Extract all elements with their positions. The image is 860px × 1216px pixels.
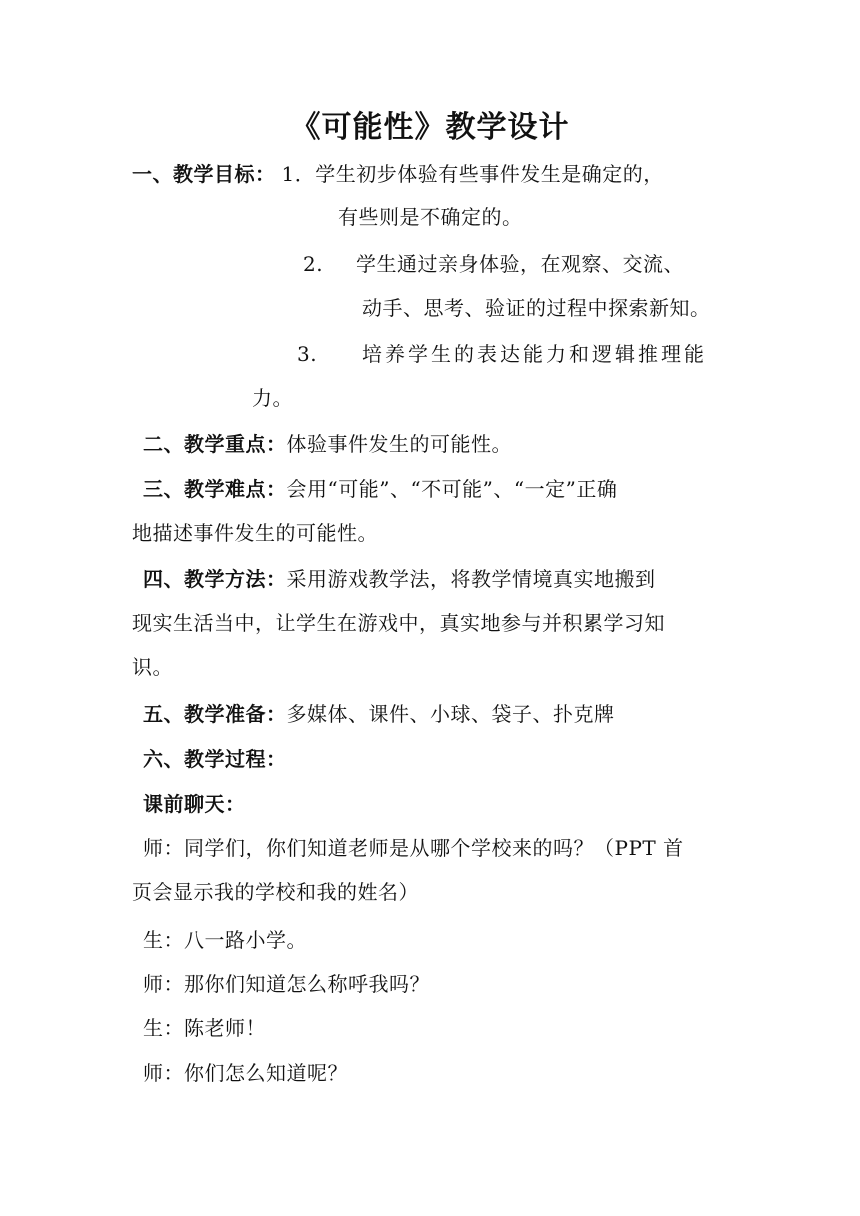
methods-text-1: 采用游戏教学法，将教学情境真实地搬到 — [286, 567, 656, 591]
objective-3-line-2: 力。 — [252, 386, 293, 410]
objective-3-number: 3. — [297, 342, 318, 366]
dialogue-line: 师：那你们知道怎么称呼我吗？ — [143, 972, 430, 996]
preparation-text: 多媒体、课件、小球、袋子、扑克牌 — [286, 702, 615, 726]
difficulties-text-2: 地描述事件发生的可能性。 — [132, 521, 378, 545]
difficulties-heading: 三、教学难点： — [143, 477, 287, 501]
difficulties-line-1 — [143, 475, 617, 503]
objective-2-line-1: 学生通过亲身体验，在观察、交流、 — [356, 252, 684, 276]
objective-3-line-1: 培养学生的表达能力和逻辑推理能 — [362, 342, 707, 366]
objectives-heading: 一、教学目标： — [132, 162, 276, 186]
dialogue-line: 页会显示我的学校和我的姓名） — [132, 880, 419, 904]
methods-heading: 四、教学方法： — [143, 567, 287, 591]
objectives-line-1 — [132, 160, 664, 188]
preparation-line — [143, 700, 615, 728]
methods-line-1 — [143, 565, 656, 593]
methods-text-2: 现实生活当中，让学生在游戏中，真实地参与并积累学习知 — [132, 611, 665, 635]
methods-text-3: 识。 — [132, 655, 173, 679]
objective-2-line-2: 动手、思考、验证的过程中探索新知。 — [362, 296, 711, 320]
objective-2-number: 2. — [303, 252, 324, 276]
key-points-line — [143, 430, 512, 458]
dialogue-line: 生：八一路小学。 — [143, 928, 307, 952]
document-title: 《可能性》教学设计 — [290, 110, 570, 145]
key-points-text: 体验事件发生的可能性。 — [286, 432, 512, 456]
dialogue-line: 生：陈老师！ — [143, 1016, 266, 1040]
process-heading: 六、教学过程： — [143, 747, 287, 771]
objective-1-line-1: 1．学生初步体验有些事件发生是确定的， — [281, 162, 664, 186]
dialogue-line: 师：你们怎么知道呢？ — [143, 1061, 348, 1085]
difficulties-text-1: 会用“可能”、“不可能”、“一定”正确 — [286, 477, 618, 501]
chat-heading: 课前聊天： — [143, 792, 246, 816]
preparation-heading: 五、教学准备： — [143, 702, 287, 726]
objective-1-line-2: 有些则是不确定的。 — [338, 205, 523, 229]
dialogue-line: 师：同学们，你们知道老师是从哪个学校来的吗？（PPT 首 — [143, 836, 684, 860]
key-points-heading: 二、教学重点： — [143, 432, 287, 456]
